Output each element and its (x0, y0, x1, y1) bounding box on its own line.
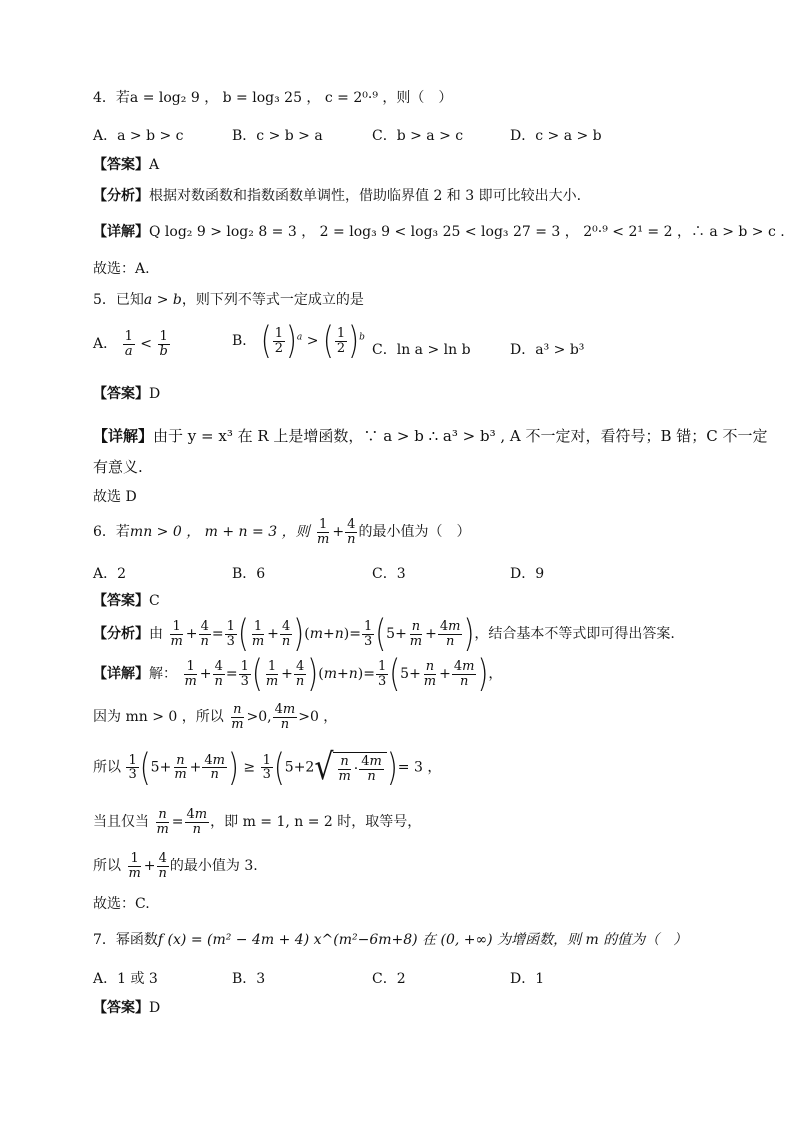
q6-detail: 【详解】解： $\frac{1}{m}$ + $\frac{4}{n}$ = $\frac{1}{3}$ ( $\frac{1}{m}$ + $\frac{4}{n}$ )(m+n)= $\frac{1}{3}$ (5+ $\frac{n}{m}$ + $\frac{4m}{n}$ )， (93, 651, 503, 696)
q5-answer: 【答案】D (93, 386, 161, 402)
q7-answer: 【答案】D (93, 1000, 161, 1016)
q6-choice: 故选：C. (93, 896, 150, 912)
q5-detail-line1: 【详解】由于 y = x³ 在 R 上是增函数，∵ a > b ∴ a³ > b³ , A 不一定对，看符号；B 错；C 不一定 (93, 427, 768, 445)
q6-option-d: D．9 (510, 566, 545, 582)
q5-option-c: C．ln a > ln b (372, 342, 471, 358)
q7-option-d: D．1 (510, 971, 545, 987)
q6-answer: 【答案】C (93, 593, 160, 609)
q4-option-d: D．c > a > b (510, 128, 602, 144)
q4-analysis: 【分析】根据对数函数和指数函数单调性，借助临界值 2 和 3 即可比较出大小. (93, 188, 582, 204)
q6-inequality: 所以 $\frac{1}{3}$ (5+ $\frac{n}{m}$ + $\frac{4m}{n}$ ) ≥ $\frac{1}{3}$ (5+2 √ $\frac{n}{m}$ · $\frac{4m}{n}$ )= 3 ， (93, 744, 442, 790)
q5-choice: 故选 D (93, 489, 137, 505)
q4-expression: a = log₂ 9 ， b = log₃ 25 ， c = 2⁰·⁹ ，则（ ） (129, 90, 453, 106)
q4-detail: 【详解】Q log₂ 9 > log₂ 8 = 3 ， 2 = log₃ 9 < log₃ 25 < log₃ 27 = 3 ， 2⁰·⁹ < 2¹ = 2 ，∴ a > b > c . (93, 224, 785, 240)
q6-equality: 当且仅当 $\frac{n}{m}$ = $\frac{4m}{n}$ ，即 m = 1, n = 2 时，取等号， (93, 807, 422, 837)
q4-stem (93, 90, 452, 107)
q4-number: 4．若 (93, 90, 130, 106)
q4-option-b: B．c > b > a (232, 128, 323, 144)
q5-option-b: B． ( $\frac{1}{2}$ )$^a$ > ( $\frac{1}{2}$ )$^b$ (232, 318, 365, 363)
q4-option-c: C．b > a > c (372, 128, 464, 144)
q5-detail-line2: 有意义. (93, 458, 143, 476)
q6-minimum: 所以 $\frac{1}{m}$ + $\frac{4}{n}$ 的最小值为 3. (93, 851, 258, 881)
q6-option-c: C．3 (372, 566, 406, 582)
q4-choice: 故选：A. (93, 261, 150, 277)
q6-because: 因为 mn > 0 ，所以 $\frac{n}{m}$ >0, $\frac{4m}{n}$ >0 ， (93, 702, 338, 732)
q6-option-a: A．2 (93, 566, 127, 582)
q7-option-c: C．2 (372, 971, 406, 987)
q5-option-d: D．a³ > b³ (510, 342, 585, 358)
q4-answer: 【答案】A (93, 157, 160, 173)
q6-analysis: 【分析】由 $\frac{1}{m}$ + $\frac{4}{n}$ = $\frac{1}{3}$ ( $\frac{1}{m}$ + $\frac{4}{n}$ )(m+n)= $\frac{1}{3}$ (5+ $\frac{n}{m}$ + $\frac{4m}{n}$ )，结合基本不等式即可得出答案. (93, 611, 675, 656)
q5-option-a: A． $\frac{1}{a}$ < $\frac{1}{b}$ (93, 329, 168, 359)
q7-stem: 7．幂函数f (x) = (m² − 4m + 4) x^(m²−6m+8) 在 (0, +∞) 为增函数，则 m 的值为（ ） (93, 932, 688, 948)
q6-option-b: B．6 (232, 566, 266, 582)
q6-stem: 6．若mn > 0 ， m + n = 3 ，则 $\frac{1}{m}$ + $\frac{4}{n}$ 的最小值为（ ） (93, 517, 471, 547)
q7-option-a: A．1 或 3 (93, 971, 158, 987)
q4-option-a: A．a > b > c (93, 128, 184, 144)
q5-stem: 5．已知a > b，则下列不等式一定成立的是 (93, 292, 364, 308)
q7-option-b: B．3 (232, 971, 266, 987)
